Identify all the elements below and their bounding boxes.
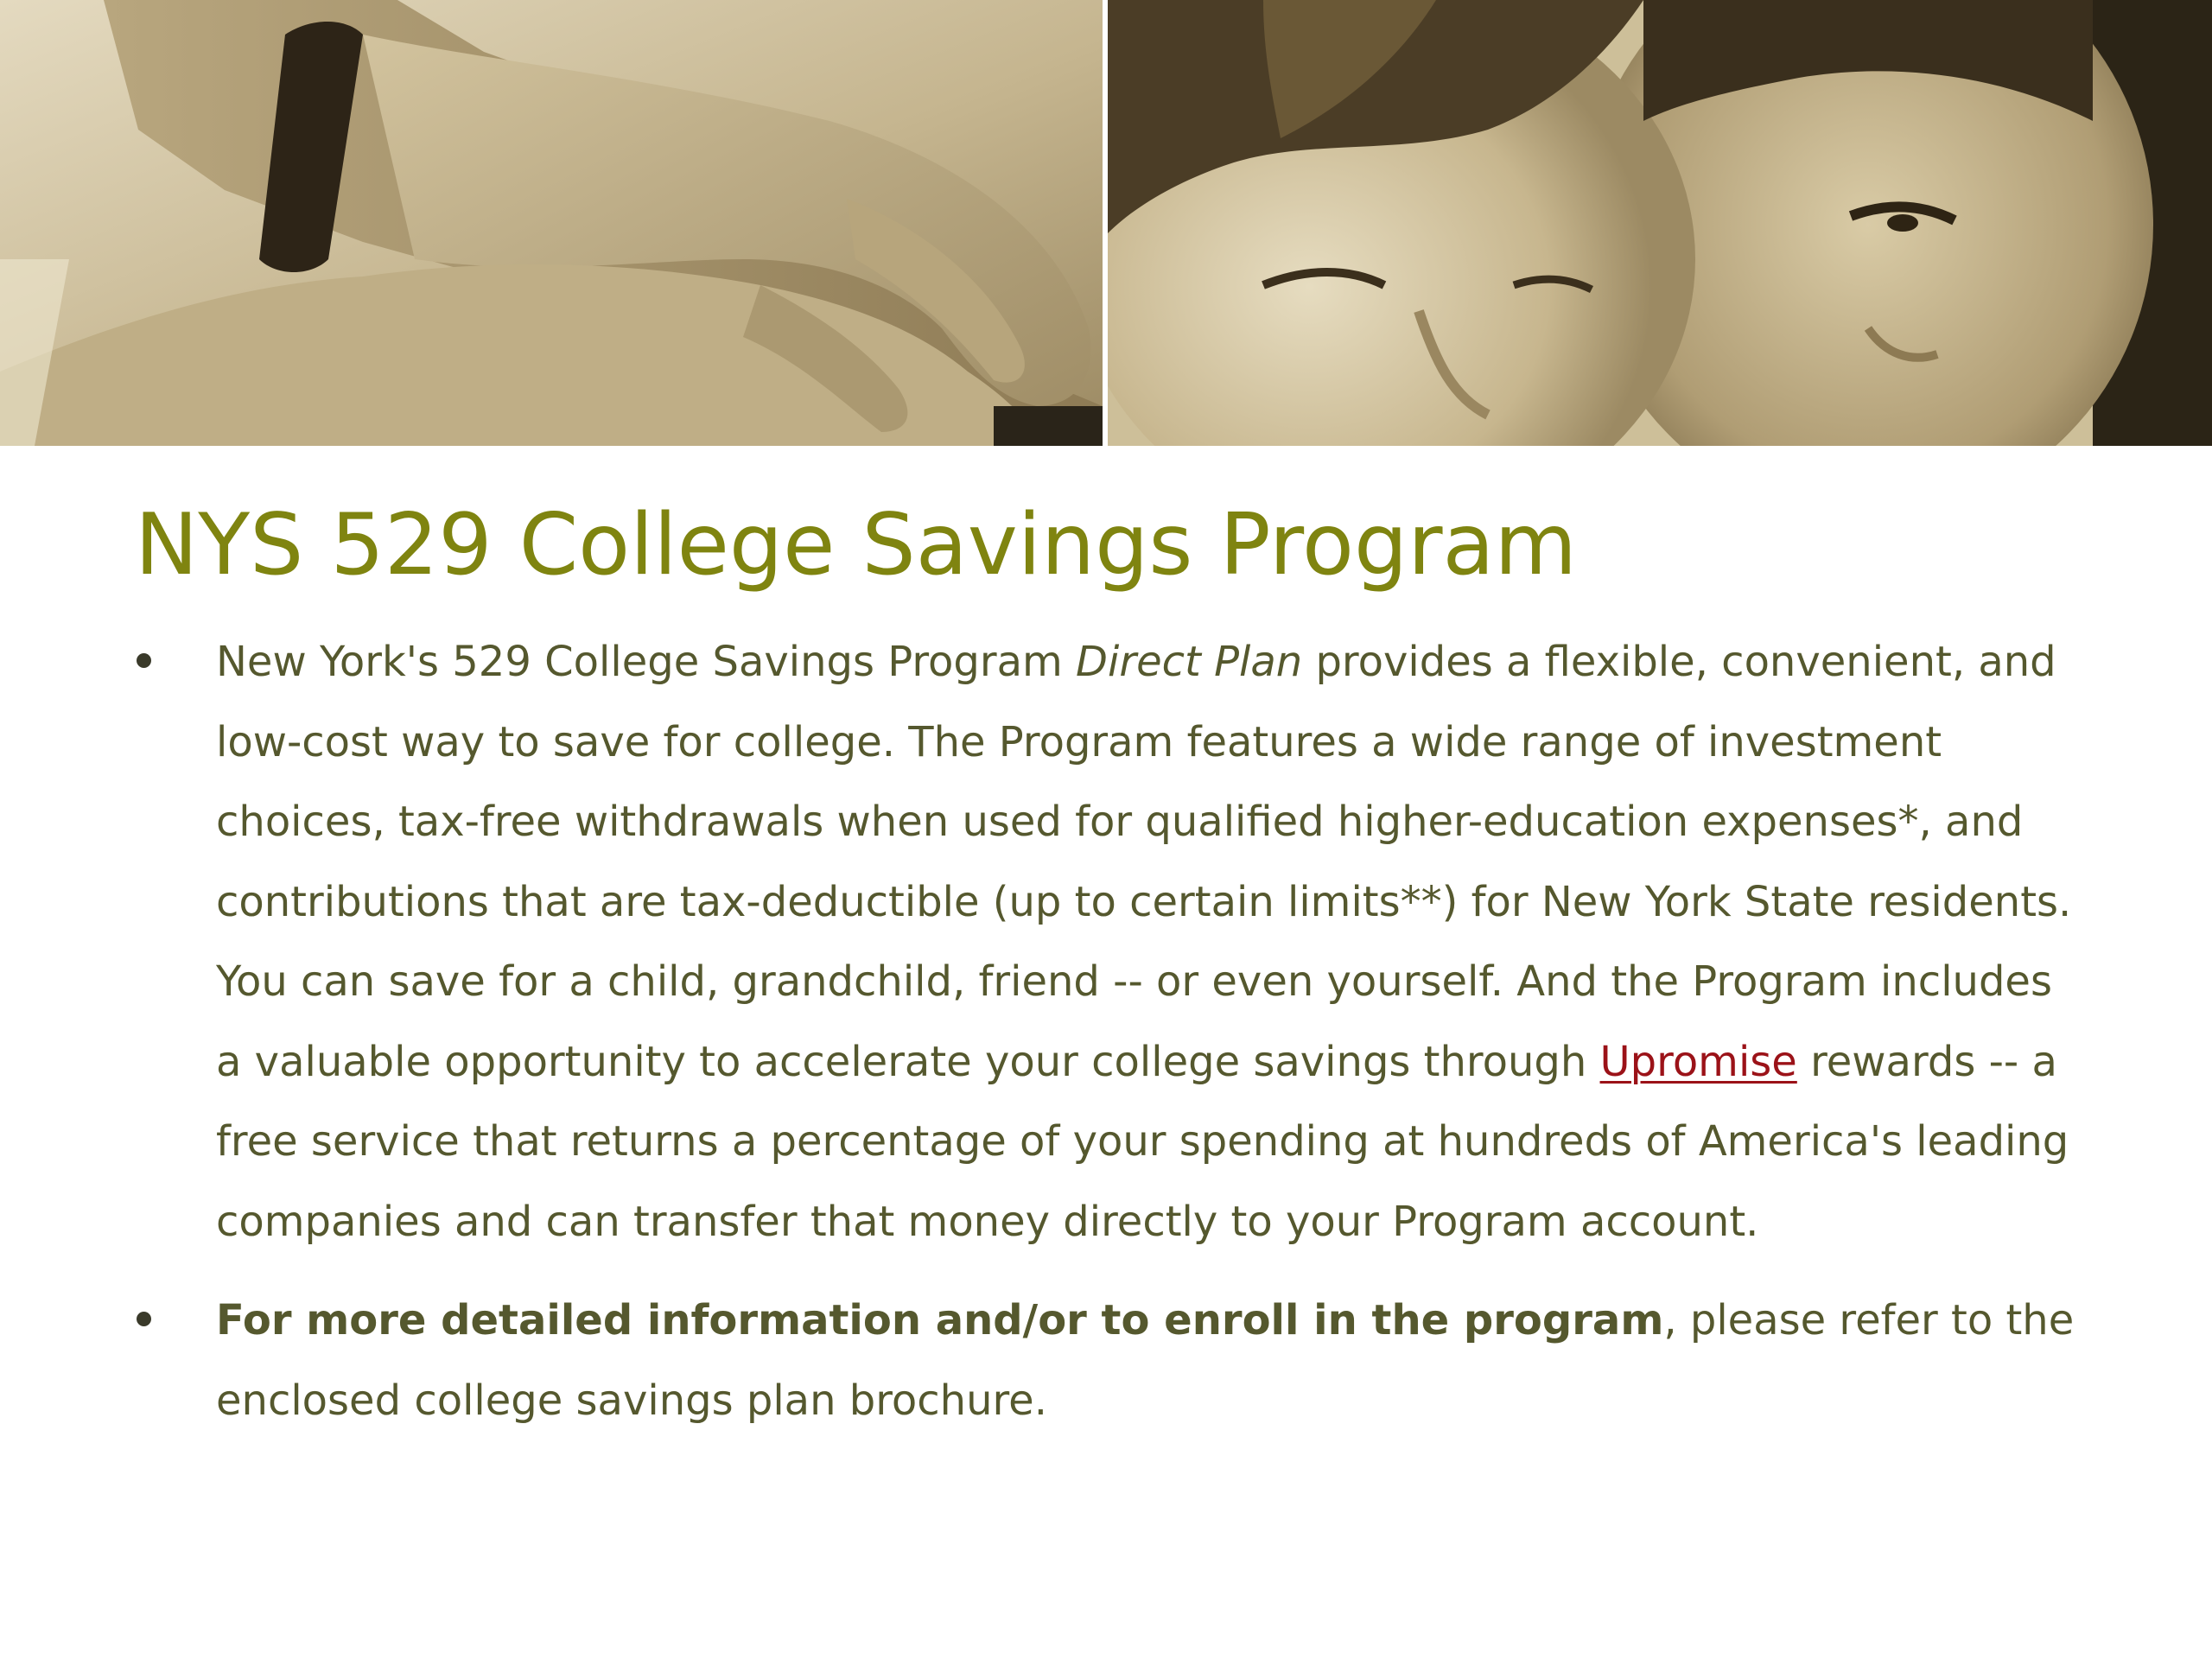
- page-title: NYS 529 College Savings Program: [135, 496, 1578, 594]
- direct-plan-emphasis: Direct Plan: [1076, 638, 1303, 686]
- upromise-link[interactable]: Upromise: [1599, 1037, 1797, 1086]
- hands-typing-photo: [0, 0, 1103, 446]
- header-banner: [0, 0, 2212, 446]
- student-faces-photo: [1108, 0, 2212, 446]
- enroll-text: , please refer to the enclosed college savings plan brochure.: [216, 1296, 2075, 1425]
- list-item: [0, 1281, 2082, 1440]
- list-item: [0, 622, 2082, 1262]
- enroll-bold-lead: For more detailed information and/or to enroll in the program: [216, 1296, 1664, 1344]
- overview-text-start: New York's 529 College Savings Program: [216, 638, 1077, 686]
- paragraph-upromise: [216, 942, 2082, 1262]
- paragraph-overview: [216, 622, 2082, 942]
- paragraph-enroll: [216, 1281, 2082, 1440]
- bullet-list: [0, 622, 2212, 1440]
- upromise-text-end: rewards -- a free service that returns a percentage of your spending at hundreds of America's leading companies and can transfer that money directly to your Program account.: [216, 1037, 2069, 1246]
- overview-text-end: provides a flexible, convenient, and low-cost way to save for college. The Program features a wide range of investment choices, tax-free withdrawals when used for qualified higher-education expenses*, and contributions that are tax-deductible (up to certain limits**) for New York State residents.: [216, 638, 2072, 926]
- bullet-icon: [137, 1312, 151, 1326]
- bullet-icon: [137, 653, 151, 668]
- upromise-text-start: You can save for a child, grandchild, friend -- or even yourself. And the Program includes a valuable opportunity to accelerate your college savings through: [216, 957, 2052, 1086]
